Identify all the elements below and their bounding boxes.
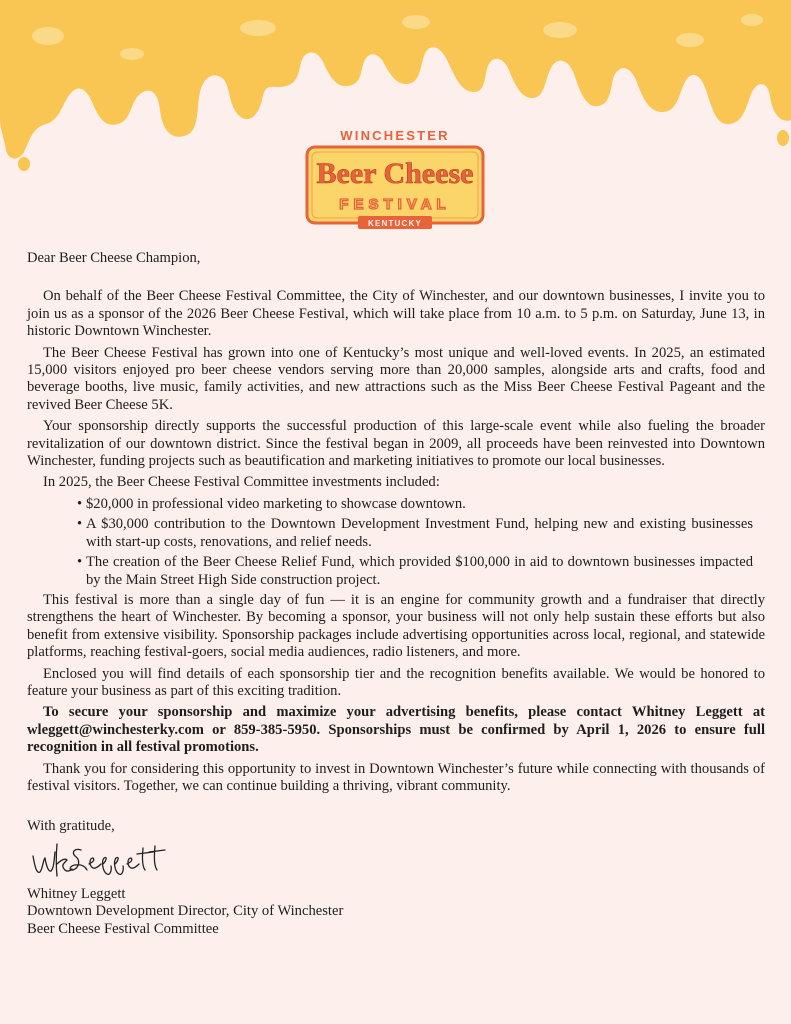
cheese-droplet: [777, 130, 789, 146]
paragraph-enclosed: Enclosed you will find details of each sponsorship tier and the recognition benefits available. We would be honored to feature your business as part of this exciting tradition.: [27, 665, 765, 699]
list-item: [77, 554, 753, 589]
cheese-highlight: [676, 33, 704, 47]
bullet-glyph: •: [77, 495, 83, 512]
cheese-highlight: [543, 22, 577, 38]
paragraph-growth: The Beer Cheese Festival has grown into one of Kentucky’s most unique and well-loved events. In 2025, an estimated 15,000 visitors enjoyed pro beer cheese vendors serving more than 20,000 samples, alongside arts and crafts, food and beverage booths, live music, family activities, and new attractions such as the Miss Beer Cheese Festival Pageant and the revived Beer Cheese 5K.: [27, 344, 765, 413]
bullet-text: A $30,000 contribution to the Downtown Development Investment Fund, helping new and existing businesses with start-up costs, renovations, and relief needs.: [86, 516, 753, 550]
bullet-text: The creation of the Beer Cheese Relief Fund, which provided $100,000 in aid to downtown businesses impacted by the Main Street High Side construction project.: [86, 554, 753, 588]
cheese-highlight: [120, 48, 144, 60]
letter-body: [27, 250, 765, 938]
list-item: [77, 496, 753, 513]
signature-organization: Beer Cheese Festival Committee: [27, 920, 219, 937]
signature-title: Downtown Development Director, City of Winchester: [27, 903, 344, 920]
handwritten-signature: [29, 838, 169, 884]
bullet-glyph: •: [77, 516, 83, 533]
signature-block: [27, 886, 765, 938]
bullet-glyph: •: [77, 554, 83, 571]
cheese-highlight: [32, 27, 64, 45]
salutation: Dear Beer Cheese Champion,: [27, 250, 201, 266]
logo-ribbon-text: KENTUCKY: [367, 219, 423, 228]
logo-main-text: Beer Cheese: [316, 157, 474, 190]
paragraph-contact: To secure your sponsorship and maximize your advertising benefits, please contact Whitney Leggett at wleggett@winchesterky.com or 859-385-5950. Sponsorships must be confirmed by April 1, 2026 to ensure full recognition in all festival promotions.: [27, 704, 765, 756]
list-item: [77, 516, 753, 551]
paragraph-community: This festival is more than a single day of fun — it is an engine for community growth and a fundraiser that directly strengthens the heart of Winchester. By becoming a sponsor, your business will not only help sustain these efforts but also benefit from extensive visibility. Sponsorship packages include advertising opportunities across local, regional, and statewide platforms, reaching festival-goers, social media audiences, radio listeners, and more.: [27, 591, 765, 661]
signature-name: Whitney Leggett: [27, 885, 126, 902]
paragraph-invitation: On behalf of the Beer Cheese Festival Committee, the City of Winchester, and our downtown businesses, I invite you to join us as a sponsor of the 2026 Beer Cheese Festival, which will take place from 10 a.m. to 5 p.m. on Saturday, June 13, in historic Downtown Winchester.: [27, 288, 765, 340]
investments-intro: In 2025, the Beer Cheese Festival Committee investments included:: [43, 474, 440, 491]
closing: With gratitude,: [27, 818, 115, 835]
cheese-highlight: [741, 14, 763, 26]
cheese-droplet: [18, 157, 30, 171]
investments-list: [27, 496, 765, 589]
festival-logo: [300, 122, 490, 232]
logo-top-text: WINCHESTER: [340, 128, 450, 143]
cheese-highlight: [402, 15, 430, 29]
paragraph-thanks: Thank you for considering this opportunity to invest in Downtown Winchester’s future while connecting with thousands of festival visitors. Together, we can continue building a thriving, vibrant community.: [27, 760, 765, 794]
logo-sub-text: FESTIVAL: [339, 196, 451, 213]
bullet-text: $20,000 in professional video marketing to showcase downtown.: [86, 495, 466, 512]
paragraph-revitalization: Your sponsorship directly supports the successful production of this large-scale event while also fueling the broader revitalization of our downtown district. Since the festival began in 2009, all proceeds have been reinvested into Downtown Winchester, funding projects such as beautification and marketing initiatives to promote our local businesses.: [27, 418, 765, 470]
signature-stroke: [33, 844, 165, 876]
cheese-highlight: [240, 20, 276, 36]
